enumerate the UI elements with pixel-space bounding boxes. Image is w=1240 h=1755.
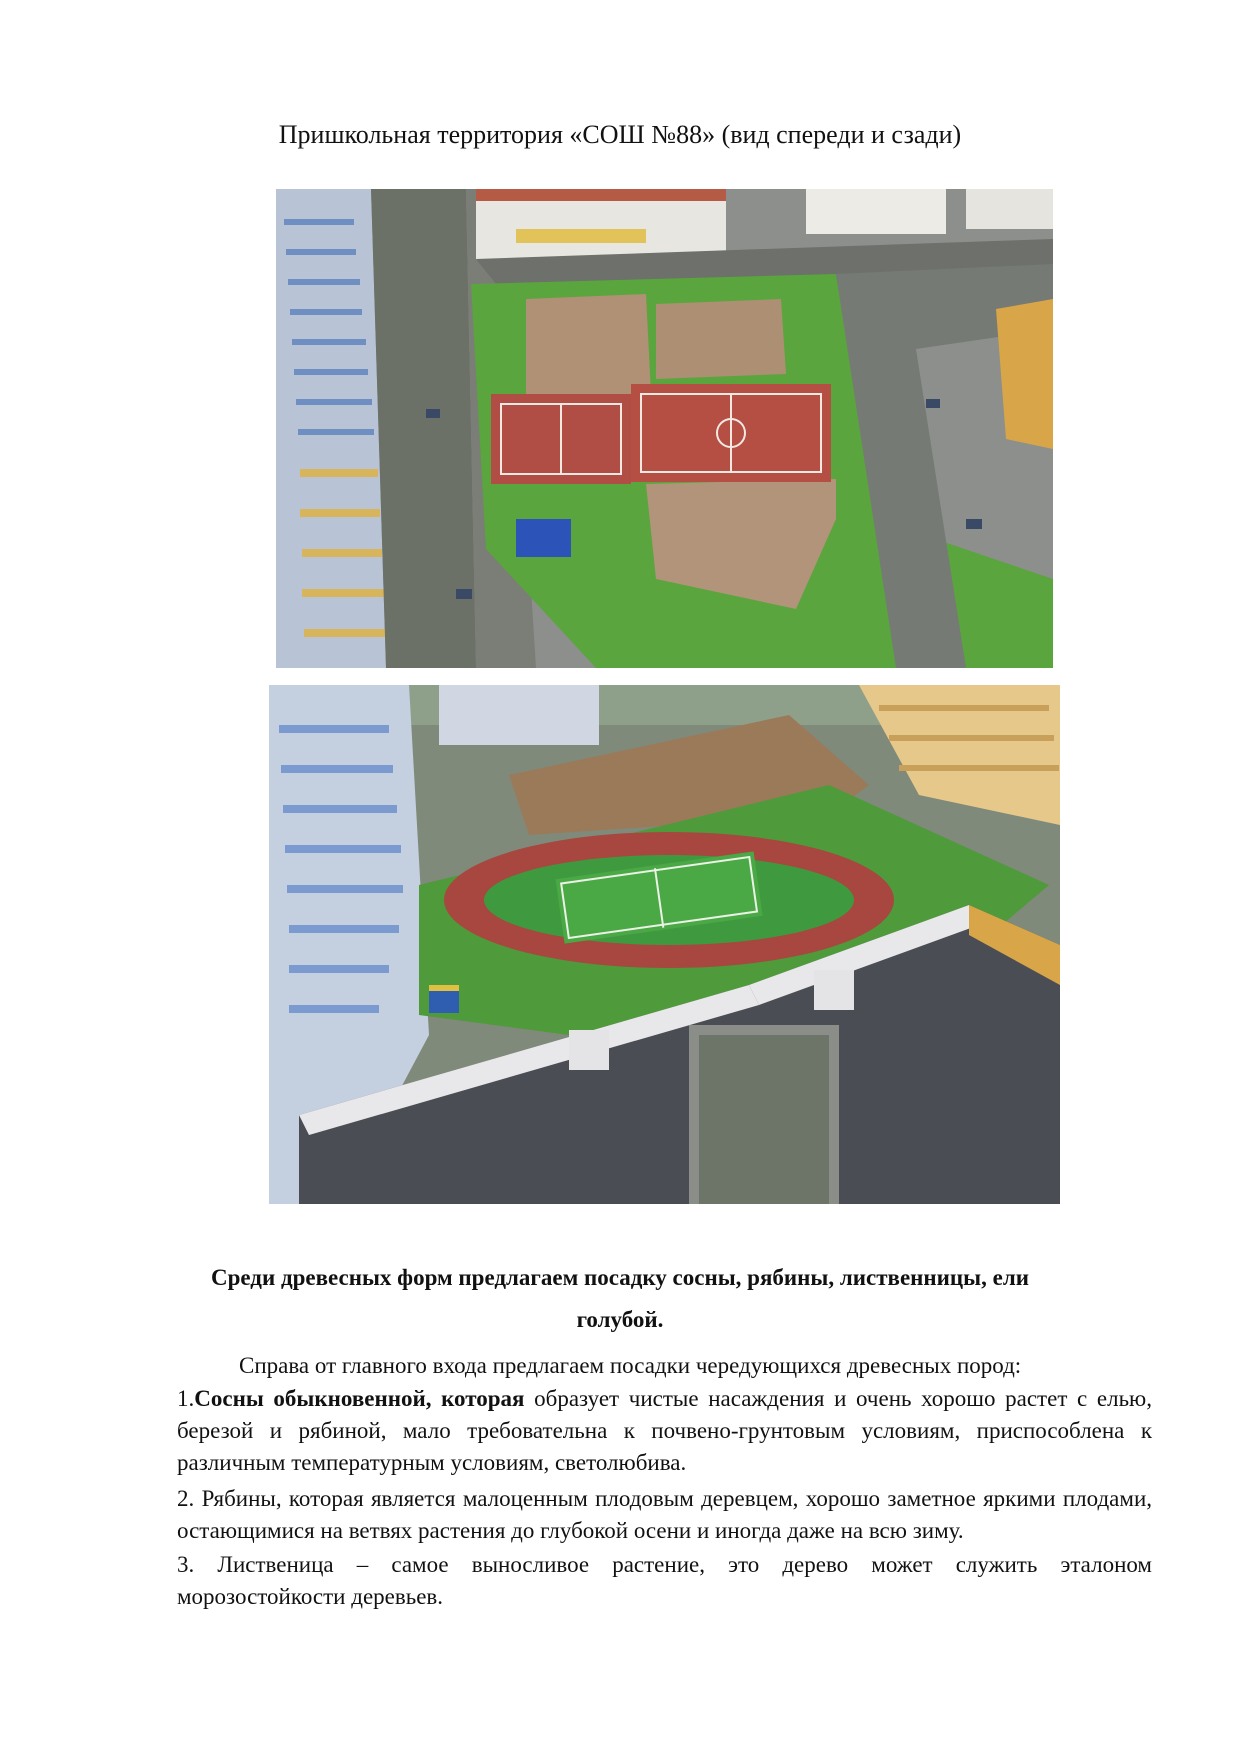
list-item-1-text: образует чистые насаждения и очень хорошо растет с елью, березой и рябиной, мало требовательна к почвено-грунтовым условиям, приспособлена к различным температурным условиям, светолюбива. <box>177 1386 1152 1475</box>
aerial-photo-front <box>276 189 1053 668</box>
section-heading-line-2: голубой. <box>576 1307 664 1332</box>
intro-paragraph: Справа от главного входа предлагаем посадки чередующихся древесных пород: <box>239 1353 1022 1378</box>
photo-caption: Пришкольная территория «СОШ №88» (вид спереди и сзади) <box>278 120 962 149</box>
section-heading-line-1: Среди древесных форм предлагаем посадку сосны, рябины, лиственницы, ели <box>211 1265 1029 1290</box>
list-item-2: 2. Рябины, которая является малоценным плодовым деревцем, хорошо заметное яркими плодами, остающимися на ветвях растения до глубокой осени и иногда даже на всю зиму. <box>177 1486 1152 1543</box>
list-item-3: 3. Лиственица – самое выносливое растение, это дерево может служить эталоном морозостойкости деревьев. <box>177 1552 1152 1609</box>
list-item-1-bold: Сосны обыкновенной, которая <box>194 1386 525 1411</box>
list-item-1-number: 1. <box>177 1386 195 1411</box>
list-item-1 <box>177 1383 1152 1479</box>
aerial-photo-back <box>269 685 1060 1204</box>
